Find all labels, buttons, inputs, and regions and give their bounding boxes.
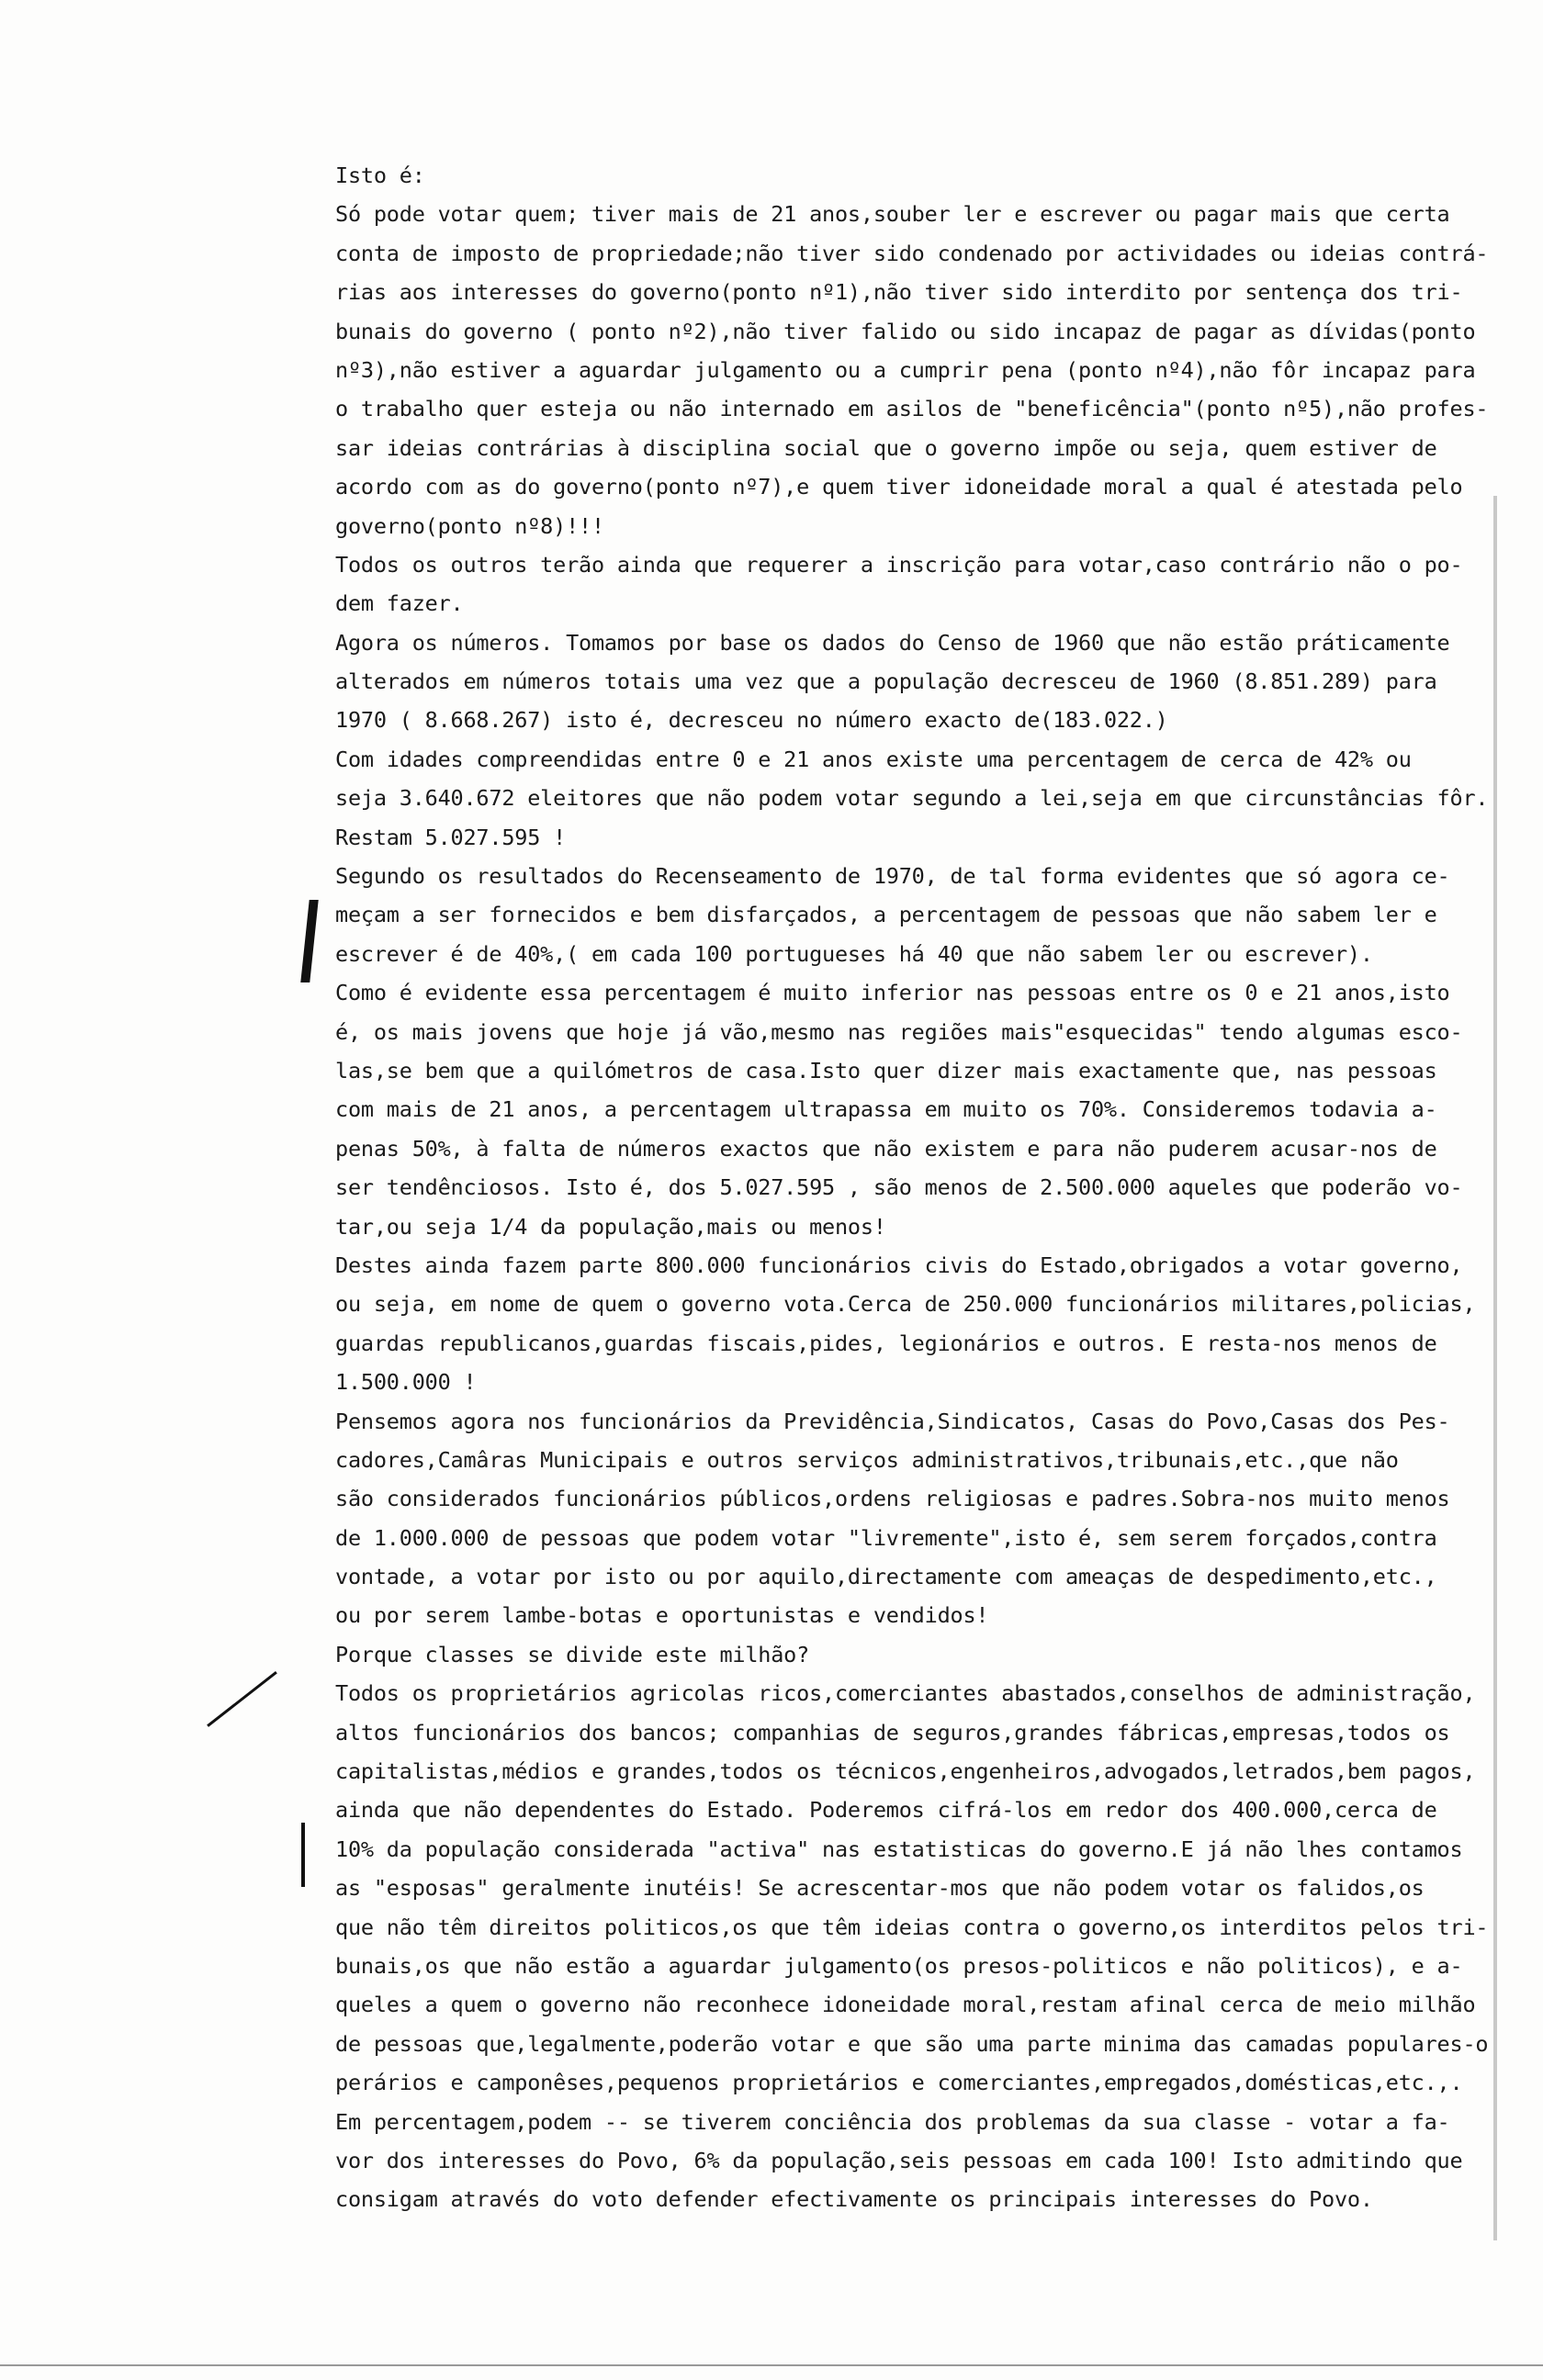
text-line: Só pode votar quem; tiver mais de 21 anos,souber ler e escrever ou pagar mais que certa [335, 201, 1450, 228]
text-line: vor dos interesses do Povo, 6% da população,seis pessoas em cada 100! Isto admitindo que [335, 2147, 1463, 2173]
text-line: o trabalho quer esteja ou não internado em asilos de "beneficência"(ponto nº5),não profes- [335, 396, 1489, 422]
text-line: Com idades compreendidas entre 0 e 21 anos existe uma percentagem de cerca de 42% ou [335, 746, 1412, 772]
text-line: Todos os outros terão ainda que requerer a inscrição para votar,caso contrário não o po- [335, 551, 1463, 578]
text-line: ainda que não dependentes do Estado. Poderemos cifrá-los em redor dos 400.000,cerca de [335, 1797, 1437, 1824]
text-line: las,se bem que a quilómetros de casa.Isto quer dizer mais exactamente que, nas pessoas [335, 1057, 1437, 1083]
text-line: capitalistas,médios e grandes,todos os técnicos,engenheiros,advogados,letrados,bem pagos, [335, 1758, 1476, 1785]
text-line: ou por serem lambe-botas e oportunistas e vendidos! [335, 1602, 989, 1629]
text-line: queles a quem o governo não reconhece idoneidade moral,restam afinal cerca de meio milhão [335, 1992, 1476, 2018]
text-line: ser tendênciosos. Isto é, dos 5.027.595 , são menos de 2.500.000 aqueles que poderão vo- [335, 1174, 1463, 1201]
text-line: alterados em números totais uma vez que a população decresceu de 1960 (8.851.289) para [335, 668, 1437, 695]
text-line: penas 50%, à falta de números exactos que não existem e para não puderem acusar-nos de [335, 1135, 1437, 1162]
page-bottom-edge [0, 2364, 1543, 2366]
page-edge-mark [1493, 496, 1497, 2240]
document-body [335, 156, 1489, 2219]
text-line: perários e camponêses,pequenos proprietários e comerciantes,empregados,domésticas,etc.,. [335, 2070, 1463, 2096]
text-line: conta de imposto de propriedade;não tiver sido condenado por actividades ou ideias contrá- [335, 240, 1489, 266]
text-line: altos funcionários dos bancos; companhias de seguros,grandes fábricas,empresas,todos os [335, 1719, 1450, 1746]
text-line: cadores,Camâras Municipais e outros serviços administrativos,tribunais,etc.,que não [335, 1446, 1399, 1473]
text-line: 10% da população considerada "activa" nas estatisticas do governo.E já não lhes contamos [335, 1836, 1463, 1862]
text-line: Pensemos agora nos funcionários da Previdência,Sindicatos, Casas do Povo,Casas dos Pes- [335, 1408, 1450, 1434]
text-line: Restam 5.027.595 ! [335, 824, 567, 850]
text-line: Isto é: [335, 163, 425, 188]
margin-slash-mark [207, 1671, 277, 1727]
text-line: as "esposas" geralmente inutéis! Se acrescentar-mos que não podem votar os falidos,os [335, 1875, 1425, 1902]
text-line: Destes ainda fazem parte 800.000 funcionários civis do Estado,obrigados a votar governo, [335, 1252, 1463, 1278]
text-line: Porque classes se divide este milhão? [335, 1641, 810, 1667]
text-line: Agora os números. Tomamos por base os dados do Censo de 1960 que não estão práticamente [335, 629, 1450, 656]
text-line: guardas republicanos,guardas fiscais,pides, legionários e outros. E resta-nos menos de [335, 1330, 1437, 1356]
text-line: bunais do governo ( ponto nº2),não tiver falido ou sido incapaz de pagar as dívidas(ponto [335, 318, 1476, 344]
text-line: meçam a ser fornecidos e bem disfarçados, a percentagem de pessoas que não sabem ler e [335, 902, 1437, 928]
text-line: Como é evidente essa percentagem é muito inferior nas pessoas entre os 0 e 21 anos,isto [335, 980, 1450, 1006]
text-line: Segundo os resultados do Recenseamento de 1970, de tal forma evidentes que só agora ce- [335, 863, 1450, 890]
text-line: de 1.000.000 de pessoas que podem votar "livremente",isto é, sem serem forçados,contra [335, 1524, 1437, 1551]
text-line: são considerados funcionários públicos,ordens religiosas e padres.Sobra-nos muito menos [335, 1486, 1450, 1512]
text-line: Todos os proprietários agricolas ricos,comerciantes abastados,conselhos de administração, [335, 1680, 1476, 1707]
text-line: de pessoas que,legalmente,poderão votar e que são uma parte minima das camadas populares-o [335, 2030, 1489, 2057]
text-line: Em percentagem,podem -- se tiverem conciência dos problemas da sua classe - votar a fa- [335, 2108, 1450, 2135]
text-line: consigam através do voto defender efectivamente os principais interesses do Povo. [335, 2186, 1373, 2213]
text-line: bunais,os que não estão a aguardar julgamento(os presos-politicos e não politicos), e a- [335, 1952, 1463, 1979]
text-line: seja 3.640.672 eleitores que não podem votar segundo a lei,seja em que circunstâncias fôr. [335, 785, 1489, 812]
text-line: tar,ou seja 1/4 da população,mais ou menos! [335, 1213, 886, 1240]
text-line: dem fazer. [335, 590, 464, 617]
text-line: é, os mais jovens que hoje já vão,mesmo nas regiões mais"esquecidas" tendo algumas esco- [335, 1018, 1463, 1045]
text-line: rias aos interesses do governo(ponto nº1),não tiver sido interdito por sentença dos tri- [335, 279, 1463, 306]
text-line: nº3),não estiver a aguardar julgamento ou a cumprir pena (ponto nº4),não fôr incapaz para [335, 356, 1476, 383]
margin-line-mark [301, 1823, 305, 1887]
margin-bar-mark [300, 900, 318, 982]
text-line: vontade, a votar por isto ou por aquilo,directamente com ameaças de despedimento,etc., [335, 1564, 1437, 1590]
text-line: ou seja, em nome de quem o governo vota.Cerca de 250.000 funcionários militares,policias, [335, 1291, 1476, 1318]
text-line: com mais de 21 anos, a percentagem ultrapassa em muito os 70%. Consideremos todavia a- [335, 1096, 1437, 1123]
text-line: 1.500.000 ! [335, 1369, 477, 1396]
text-line: acordo com as do governo(ponto nº7),e quem tiver idoneidade moral a qual é atestada pelo [335, 474, 1463, 500]
text-line: escrever é de 40%,( em cada 100 portugueses há 40 que não sabem ler ou escrever). [335, 940, 1373, 967]
text-line: 1970 ( 8.668.267) isto é, decresceu no número exacto de(183.022.) [335, 707, 1168, 734]
text-line: que não têm direitos politicos,os que têm ideias contra o governo,os interditos pelos tri- [335, 1914, 1489, 1940]
text-line: governo(ponto nº8)!!! [335, 512, 604, 539]
text-line: sar ideias contrárias à disciplina social que o governo impõe ou seja, quem estiver de [335, 434, 1437, 461]
